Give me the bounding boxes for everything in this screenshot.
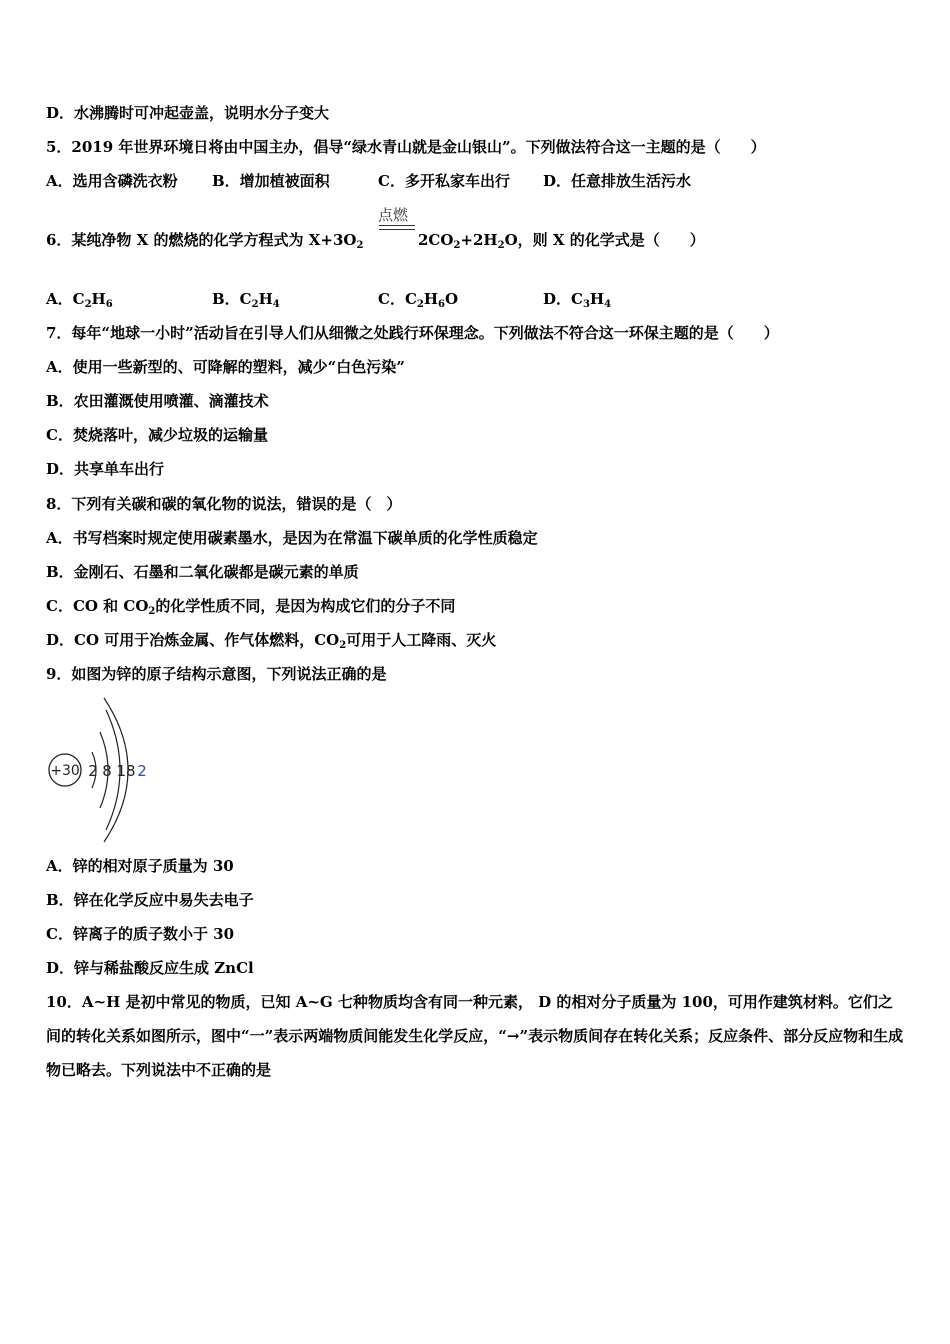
q7-option-a: A．使用一些新型的、可降解的塑料，减少“白色污染”: [46, 358, 405, 376]
q6-option-d-sub2: 4: [604, 299, 612, 310]
q6-option-a-sub2: 6: [105, 299, 113, 310]
q6-option-d-h: H: [589, 290, 605, 308]
shell-2-electrons: 8: [102, 762, 112, 780]
q6-option-b-h: H: [258, 290, 273, 308]
q6-option-c-o: O: [445, 290, 459, 308]
q8-stem: 8．下列有关碳和碳的氧化物的说法，错误的是（ ）: [46, 495, 402, 513]
q8-option-d-post: 可用于人工降雨、灭火: [346, 631, 497, 649]
q8-option-c: [46, 596, 455, 616]
zinc-atomic-structure-diagram: [44, 696, 154, 844]
q9-option-b: B．锌在化学反应中易失去电子: [46, 891, 254, 909]
q6-option-c-h: H: [423, 290, 439, 308]
shell-3-electrons: 18: [116, 762, 136, 780]
q8-option-d-sub: 2: [339, 640, 347, 651]
shell-4-electrons: 2: [137, 762, 147, 780]
q8-option-b: B．金刚石、石墨和二氧化碳都是碳元素的单质: [46, 563, 359, 581]
q6-option-b-sub1: 2: [251, 299, 259, 310]
q8-option-c-post: 的化学性质不同，是因为构成它们的分子不同: [155, 597, 456, 615]
q6-plus-water: +2H: [460, 231, 498, 249]
q6-stem-right: [418, 230, 705, 250]
q7-option-b: B．农田灌溉使用喷灌、滴灌技术: [46, 392, 269, 410]
q6-co2-sub: 2: [453, 240, 461, 251]
q9-option-d: D．锌与稀盐酸反应生成 ZnCl: [46, 959, 254, 977]
q6-option-c-label: C．C: [378, 290, 417, 308]
q5-option-b: B．增加植被面积: [212, 172, 330, 190]
q6-option-a-h: H: [91, 290, 106, 308]
q6-stem-prefix: 6．某纯净物 X 的燃烧的化学方程式为 X+3O: [46, 231, 357, 249]
q6-option-a-label: A．C: [46, 290, 85, 308]
q6-option-a-sub1: 2: [84, 299, 92, 310]
q7-option-c: C．焚烧落叶，减少垃圾的运输量: [46, 426, 268, 444]
q6-h2o-sub: 2: [497, 240, 505, 251]
q6-product-co2: 2CO: [418, 231, 454, 249]
q6-option-c-sub1: 2: [416, 299, 424, 310]
q5-stem: 5．2019 年世界环境日将由中国主办，倡导“绿水青山就是金山银山”。下列做法符合这一主题的是（ ）: [46, 138, 766, 156]
q9-option-a: A．锌的相对原子质量为 30: [46, 857, 234, 875]
q9-option-c: C．锌离子的质子数小于 30: [46, 925, 235, 943]
q6-equals-line-bottom: [379, 229, 415, 230]
q7-option-d: D．共享单车出行: [46, 460, 165, 478]
q9-stem: 9．如图为锌的原子结构示意图，下列说法正确的是: [46, 665, 387, 683]
q6-option-b-label: B．C: [212, 290, 252, 308]
q6-option-d: [543, 289, 611, 309]
q8-option-d: [46, 630, 496, 650]
q7-stem: 7．每年“地球一小时”活动旨在引导人们从细微之处践行环保理念。下列做法不符合这一环保主题的是（ ）: [46, 324, 779, 342]
q5-option-d: D．任意排放生活污水: [543, 172, 692, 190]
q6-option-c: [378, 289, 458, 309]
q6-stem-suffix: O，则 X 的化学式是（ ）: [504, 231, 705, 249]
q10-stem: 10．A~H 是初中常见的物质，已知 A~G 七种物质均含有同一种元素， D 的相对分子质量为 100，可用作建筑材料。它们之间的转化关系如图所示，图中“一”表示两端物质间能发生化学反应，“→”表示物质间存在转化关系；反应条件、部分反应物和生成物已略去。下列说法中不正确的是: [46, 993, 904, 1079]
q6-o2-sub: 2: [356, 240, 364, 251]
q4-option-d: D．水沸腾时可冲起壶盖，说明水分子变大: [46, 104, 330, 122]
q5-option-c: C．多开私家车出行: [378, 172, 510, 190]
q6-stem-left: [46, 230, 363, 250]
q6-option-a: [46, 289, 113, 309]
q6-option-d-label: D．C: [543, 290, 583, 308]
q8-option-c-sub: 2: [148, 606, 156, 617]
q5-option-a: A．选用含磷洗衣粉: [46, 172, 178, 190]
nucleus-charge: +30: [50, 763, 80, 779]
q6-reaction-condition: 点燃: [378, 206, 409, 224]
q6-option-d-sub1: 3: [582, 299, 590, 310]
q8-option-c-pre: C．CO 和 CO: [46, 597, 149, 615]
q6-option-c-sub2: 6: [438, 299, 446, 310]
q8-option-a: A．书写档案时规定使用碳素墨水，是因为在常温下碳单质的化学性质稳定: [46, 529, 538, 547]
shell-1-electrons: 2: [88, 762, 98, 780]
q6-option-b: [212, 289, 280, 309]
q8-option-d-pre: D．CO 可用于冶炼金属、作气体燃料，CO: [46, 631, 340, 649]
q6-equals-line-top: [379, 225, 415, 226]
q6-option-b-sub2: 4: [272, 299, 280, 310]
